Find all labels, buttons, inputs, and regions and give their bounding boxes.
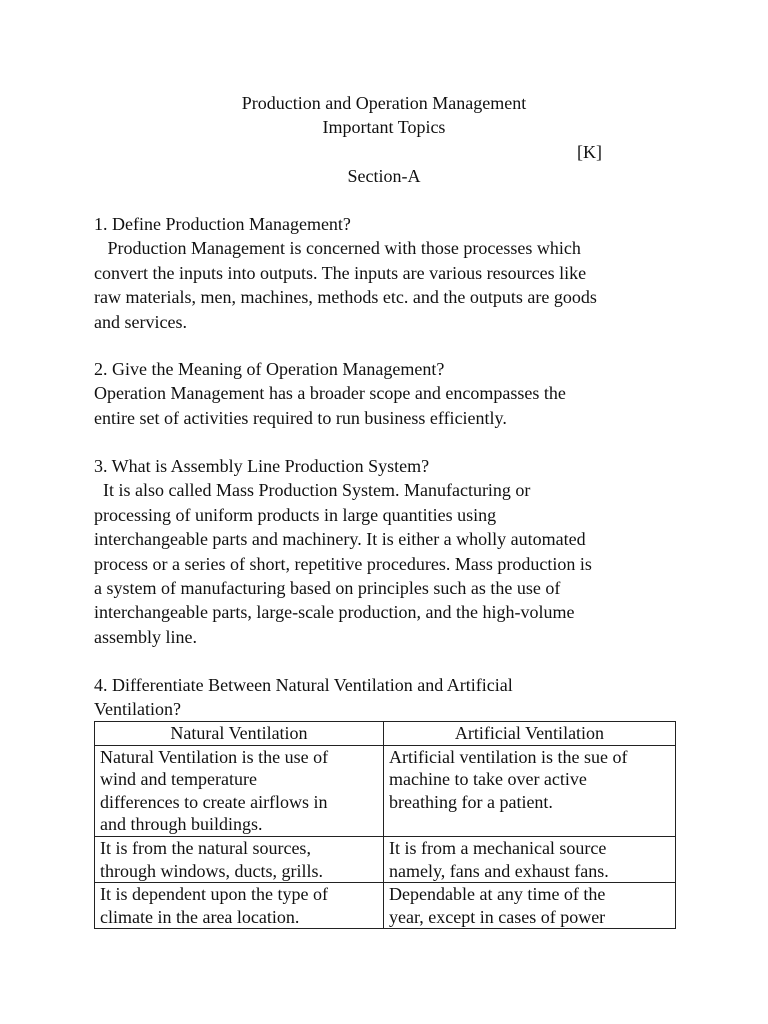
cell-line: namely, fans and exhaust fans. <box>389 860 609 881</box>
cell-line: It is dependent upon the type of <box>100 884 328 905</box>
cell-line: through windows, ducts, grills. <box>100 860 323 881</box>
cell-line: wind and temperature <box>100 769 257 790</box>
question-heading: 1. Define Production Management? <box>94 214 351 234</box>
answer-line: It is also called Mass Production System. Manufacturing or <box>94 480 531 501</box>
answer-line: processing of uniform products in large quantities using <box>94 504 497 525</box>
cell-line: It is from the natural sources, <box>100 837 311 858</box>
table-row <box>95 883 676 929</box>
table-cell-artificial <box>384 745 676 836</box>
cell-line: machine to take over active <box>389 769 587 790</box>
question-heading: 3. What is Assembly Line Production System? <box>94 456 430 476</box>
question-1 <box>94 212 684 334</box>
table-header-row <box>95 722 676 746</box>
answer-line: assembly line. <box>94 626 197 647</box>
answer-line: process or a series of short, repetitive procedures. Mass production is <box>94 553 592 574</box>
answer-line: convert the inputs into outputs. The inputs are various resources like <box>94 262 587 283</box>
answer-line: Operation Management has a broader scope and encompasses the <box>94 383 566 404</box>
table-row <box>95 745 676 836</box>
question-3 <box>94 454 684 649</box>
cell-line: climate in the area location. <box>100 906 300 927</box>
question-4 <box>94 673 684 722</box>
answer-line: interchangeable parts and machinery. It is either a wholly automated <box>94 529 586 550</box>
cell-line: and through buildings. <box>100 814 263 835</box>
question-heading: 2. Give the Meaning of Operation Management? <box>94 359 445 379</box>
table-cell-natural <box>95 836 384 882</box>
answer-line: interchangeable parts, large-scale production, and the high-volume <box>94 602 575 623</box>
cell-line: Natural Ventilation is the use of <box>100 746 329 767</box>
answer-line: a system of manufacturing based on principles such as the use of <box>94 577 561 598</box>
question-heading: 4. Differentiate Between Natural Ventilation and Artificial <box>94 675 513 695</box>
document-subtitle: Important Topics <box>322 117 446 137</box>
section-heading: Section-A <box>347 166 421 186</box>
question-2 <box>94 357 684 430</box>
cell-line: It is from a mechanical source <box>389 837 607 858</box>
answer-line: Production Management is concerned with those processes which <box>94 238 581 259</box>
answer-line: and services. <box>94 311 187 332</box>
table-cell-natural <box>95 745 384 836</box>
cell-line: breathing for a patient. <box>389 791 553 812</box>
cell-line: Dependable at any time of the <box>389 884 606 905</box>
cell-line: Artificial ventilation is the sue of <box>389 746 628 767</box>
document-title: Production and Operation Management <box>241 93 527 113</box>
answer-line: raw materials, men, machines, methods etc. and the outputs are goods <box>94 287 597 308</box>
knowledge-level-mark: [K] <box>577 142 602 162</box>
table-cell-natural <box>95 883 384 929</box>
column-header-natural: Natural Ventilation <box>95 722 384 746</box>
column-header-artificial: Artificial Ventilation <box>384 722 676 746</box>
table-cell-artificial <box>384 836 676 882</box>
cell-line: year, except in cases of power <box>389 906 606 927</box>
answer-line: entire set of activities required to run business efficiently. <box>94 407 507 428</box>
ventilation-comparison-table <box>94 721 676 929</box>
table-cell-artificial <box>384 883 676 929</box>
cell-line: differences to create airflows in <box>100 791 328 812</box>
table-row <box>95 836 676 882</box>
question-heading: Ventilation? <box>94 699 181 720</box>
